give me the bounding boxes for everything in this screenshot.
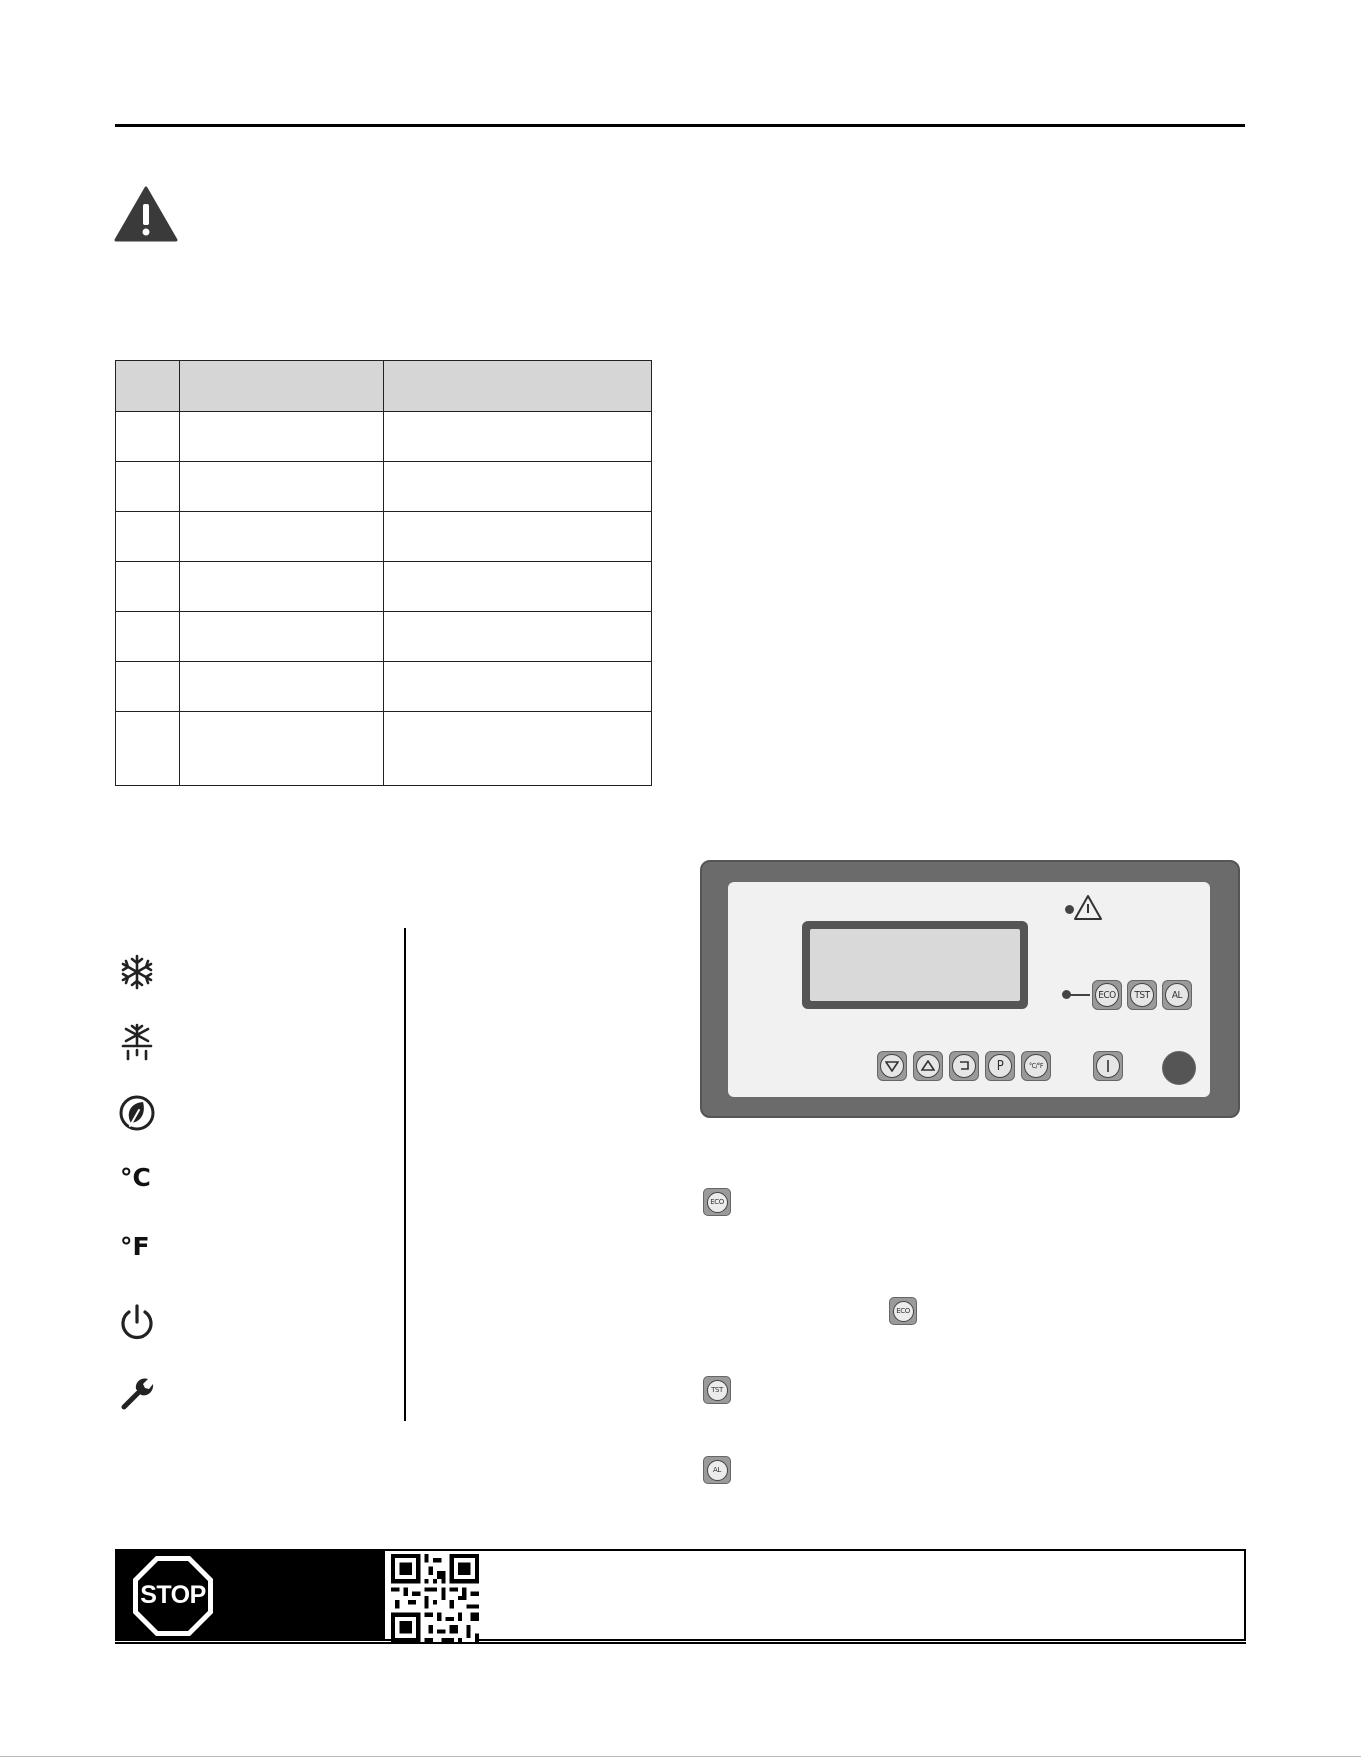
table-cell	[384, 612, 652, 662]
warning-triangle-icon	[114, 185, 178, 243]
legend-tst-label: TST	[707, 1380, 728, 1401]
panel-tst-button[interactable]	[1127, 980, 1157, 1010]
up-arrow-icon	[916, 1054, 940, 1078]
inline-eco-button	[889, 1297, 917, 1325]
spec-table	[115, 360, 652, 786]
panel-return-button[interactable]	[949, 1051, 979, 1081]
function-led-line	[1070, 994, 1090, 996]
table-cell	[180, 662, 384, 712]
table-cell	[180, 412, 384, 462]
defrost-icon	[117, 1022, 157, 1062]
table-cell	[384, 562, 652, 612]
panel-round-button[interactable]	[1162, 1051, 1196, 1085]
table-cell	[180, 712, 384, 786]
page-bottom-rule	[0, 1756, 1361, 1757]
panel-program-label: P	[988, 1054, 1012, 1078]
panel-unit-button[interactable]	[1021, 1051, 1051, 1081]
alarm-triangle-icon	[1073, 894, 1103, 921]
panel-tst-label: TST	[1130, 983, 1154, 1007]
eco-leaf-icon	[117, 1093, 157, 1133]
legend-al-label: AL	[707, 1460, 728, 1481]
celsius-symbol: °C	[120, 1163, 151, 1192]
snowflake-icon	[117, 952, 157, 992]
table-cell	[180, 562, 384, 612]
table-cell	[180, 612, 384, 662]
panel-up-button[interactable]	[913, 1051, 943, 1081]
legend-eco-label: ECO	[707, 1192, 728, 1213]
footer-rule	[115, 1642, 1246, 1644]
table-cell	[180, 462, 384, 512]
column-divider	[404, 928, 406, 1421]
table-row	[116, 662, 652, 712]
panel-eco-button[interactable]	[1092, 980, 1122, 1010]
table-row	[116, 412, 652, 462]
inline-eco-label: ECO	[893, 1301, 914, 1322]
table-cell	[384, 712, 652, 786]
legend-tst-button	[703, 1376, 731, 1404]
power-icon	[1096, 1054, 1120, 1078]
table-header-cell	[180, 361, 384, 412]
fahrenheit-symbol: °F	[120, 1232, 150, 1261]
table-row	[116, 712, 652, 786]
table-row	[116, 562, 652, 612]
power-icon	[117, 1302, 157, 1342]
panel-program-button[interactable]	[985, 1051, 1015, 1081]
stop-label: STOP	[140, 1581, 206, 1609]
table-cell	[116, 662, 180, 712]
table-header-cell	[116, 361, 180, 412]
table-row	[116, 512, 652, 562]
panel-power-button[interactable]	[1093, 1051, 1123, 1081]
table-cell	[116, 562, 180, 612]
table-cell	[116, 612, 180, 662]
table-cell	[384, 462, 652, 512]
legend-al-button	[703, 1456, 731, 1484]
panel-al-button[interactable]	[1162, 980, 1192, 1010]
table-row	[116, 462, 652, 512]
table-cell	[384, 662, 652, 712]
table-header-cell	[384, 361, 652, 412]
return-arrow-icon	[952, 1054, 976, 1078]
wrench-icon	[117, 1373, 157, 1413]
table-header-row	[116, 361, 652, 412]
panel-al-label: AL	[1165, 983, 1189, 1007]
legend-eco-button	[703, 1188, 731, 1216]
lcd-screen	[810, 929, 1020, 1001]
table-cell	[116, 462, 180, 512]
qr-code-icon[interactable]	[391, 1554, 479, 1642]
table-row	[116, 612, 652, 662]
panel-unit-label: °C/°F	[1024, 1054, 1048, 1078]
header-rule	[115, 124, 1245, 127]
panel-eco-label: ECO	[1095, 983, 1119, 1007]
panel-down-button[interactable]	[877, 1051, 907, 1081]
table-cell	[384, 512, 652, 562]
table-cell	[116, 712, 180, 786]
table-cell	[384, 412, 652, 462]
table-cell	[180, 512, 384, 562]
down-arrow-icon	[880, 1054, 904, 1078]
table-cell	[116, 512, 180, 562]
table-cell	[116, 412, 180, 462]
